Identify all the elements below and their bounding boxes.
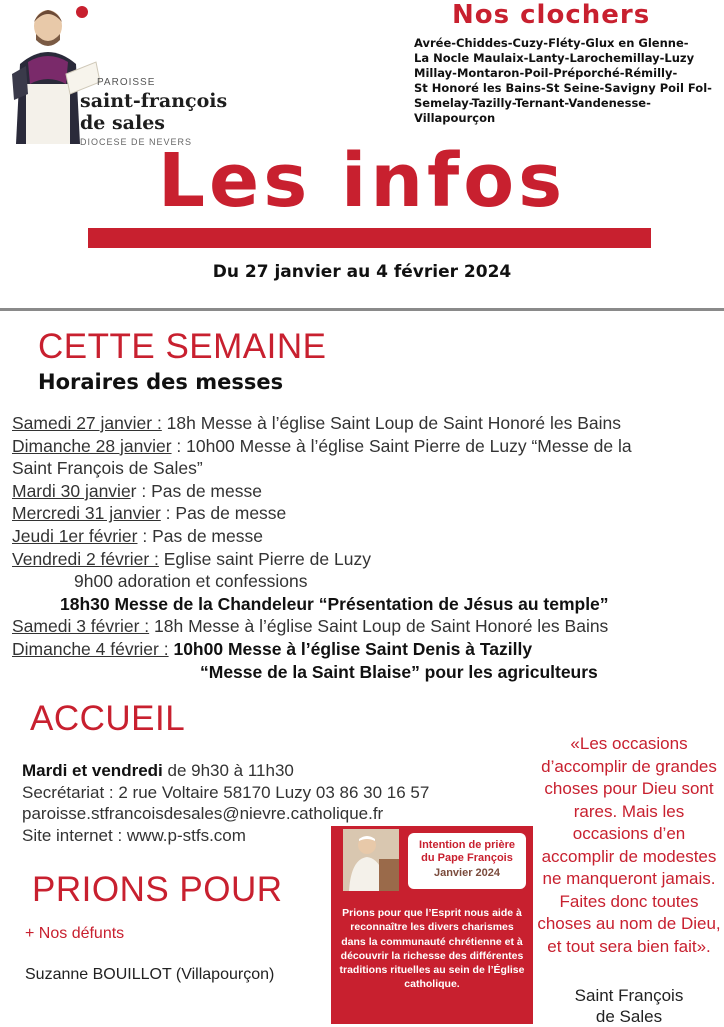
clochers-line: Semelay-Tazilly-Ternant-Vandenesse-	[414, 96, 651, 110]
pope-card-line3: Janvier 2024	[433, 867, 501, 879]
clochers-line: Millay-Montaron-Poil-Préporché-Rémilly-	[414, 66, 678, 80]
schedule-text: 10h00 Messe à l’église Saint Denis à Tazilly	[173, 638, 533, 659]
clochers-title: Nos clochers	[452, 0, 651, 30]
clochers-line: Villapourçon	[414, 111, 496, 125]
accueil-secretariat: Secrétariat : 2 rue Voltaire 58170 Luzy 03 86 30 16 57	[22, 782, 430, 802]
pope-card-line2: du Pape François	[421, 852, 513, 864]
parish-name	[80, 90, 227, 134]
prions-subtitle: + Nos défunts	[25, 925, 125, 942]
parish-name-line2: de sales	[80, 112, 165, 134]
schedule-row	[12, 638, 724, 661]
pope-photo-icon	[343, 829, 399, 891]
quote-author-line2: de Sales	[595, 1007, 663, 1026]
accueil-email[interactable]: paroisse.stfrancoisdesales@nievre.catholique.fr	[22, 804, 384, 823]
section-title-semaine: CETTE SEMAINE	[38, 327, 327, 366]
clochers-line: La Nocle Maulaix-Lanty-Larochemillay-Luzy	[414, 51, 695, 65]
schedule-text: Eglise saint Pierre de Luzy	[158, 548, 371, 569]
date-range: Du 27 janvier au 4 février 2024	[212, 262, 512, 282]
accueil-time: de 9h30 à 11h30	[162, 761, 294, 780]
schedule-row	[12, 615, 724, 638]
schedule-adoration: 9h00 adoration et confessions	[74, 571, 308, 592]
parish-name-line1: saint-françois	[80, 90, 228, 112]
diocese-label: DIOCESE DE NEVERS	[80, 137, 193, 147]
schedule-row	[12, 525, 724, 548]
parish-label: PAROISSE	[97, 77, 156, 88]
section-title-accueil: ACCUEIL	[30, 699, 186, 738]
mass-schedule	[12, 412, 724, 683]
pope-intention-text: Prions pour que l’Esprit nous aide à reconnaître les divers charismes dans la communauté chrétienne et à découvrir la richesse des différentes traditions rituelles au sein de l’Église catholique.	[339, 907, 525, 991]
schedule-text: Saint François de Sales”	[12, 458, 203, 479]
schedule-row	[12, 435, 724, 458]
schedule-row	[12, 480, 724, 503]
schedule-day: Samedi 27 janvier :	[12, 413, 162, 433]
schedule-day: Samedi 3 février :	[12, 616, 150, 637]
schedule-text: r : Pas de messe	[130, 480, 262, 501]
clochers-line: St Honoré les Bains-St Seine-Savigny Poil Fol-	[414, 81, 712, 95]
schedule-day: Vendredi 2 février :	[12, 548, 159, 569]
page-title: Les infos	[157, 138, 567, 224]
schedule-day: Mardi 30 janvie	[12, 480, 131, 501]
title-underline-bar	[88, 228, 651, 248]
schedule-day: Dimanche 4 février :	[12, 638, 169, 659]
saint-quote: «Les occasions d’accomplir de grandes choses pour Dieu sont rares. Mais les occasions d’en accomplir de modestes ne manqueront jamais. Faites donc toutes choses au nom de Dieu, et tout sera bien fait».	[537, 734, 721, 956]
schedule-chandeleur: 18h30 Messe de la Chandeleur “Présentation de Jésus au temple”	[60, 593, 609, 614]
defunt-name: Suzanne BOUILLOT (Villapourçon)	[25, 966, 275, 983]
schedule-text: : 10h00 Messe à l’église Saint Pierre de Luzy “Messe de la	[171, 435, 632, 456]
section-title-prions: PRIONS POUR	[32, 870, 283, 909]
quote-author-line1: Saint François	[574, 986, 684, 1005]
schedule-row	[12, 502, 724, 525]
clochers-line: Avrée-Chiddes-Cuzy-Fléty-Glux en Glenne-	[414, 36, 689, 50]
schedule-row	[12, 548, 724, 571]
header-divider	[0, 308, 724, 311]
pope-intention-card	[408, 833, 526, 889]
schedule-day: Dimanche 28 janvier	[12, 435, 172, 456]
clochers-list	[414, 36, 722, 126]
schedule-text: 18h Messe à l’église Saint Loup de Saint Honoré les Bains	[149, 616, 609, 637]
schedule-day: Mercredi 31 janvier	[12, 503, 161, 524]
schedule-blaise: “Messe de la Saint Blaise” pour les agriculteurs	[200, 661, 598, 682]
schedule-text: 18h Messe à l’église Saint Loup de Saint Honoré les Bains	[161, 413, 621, 433]
quote-author	[536, 985, 722, 1027]
accueil-hours	[22, 760, 492, 782]
accueil-site[interactable]: Site internet : www.p-stfs.com	[22, 825, 246, 845]
schedule-text: : Pas de messe	[137, 525, 263, 546]
schedule-row	[12, 412, 724, 435]
schedule-row	[12, 457, 724, 480]
accueil-days: Mardi et vendredi	[22, 761, 163, 780]
schedule-text: : Pas de messe	[160, 503, 287, 524]
schedule-day: Jeudi 1er février	[12, 525, 138, 546]
section-subtitle-horaires: Horaires des messes	[38, 370, 284, 394]
pope-card-line1: Intention de prière	[419, 839, 515, 851]
